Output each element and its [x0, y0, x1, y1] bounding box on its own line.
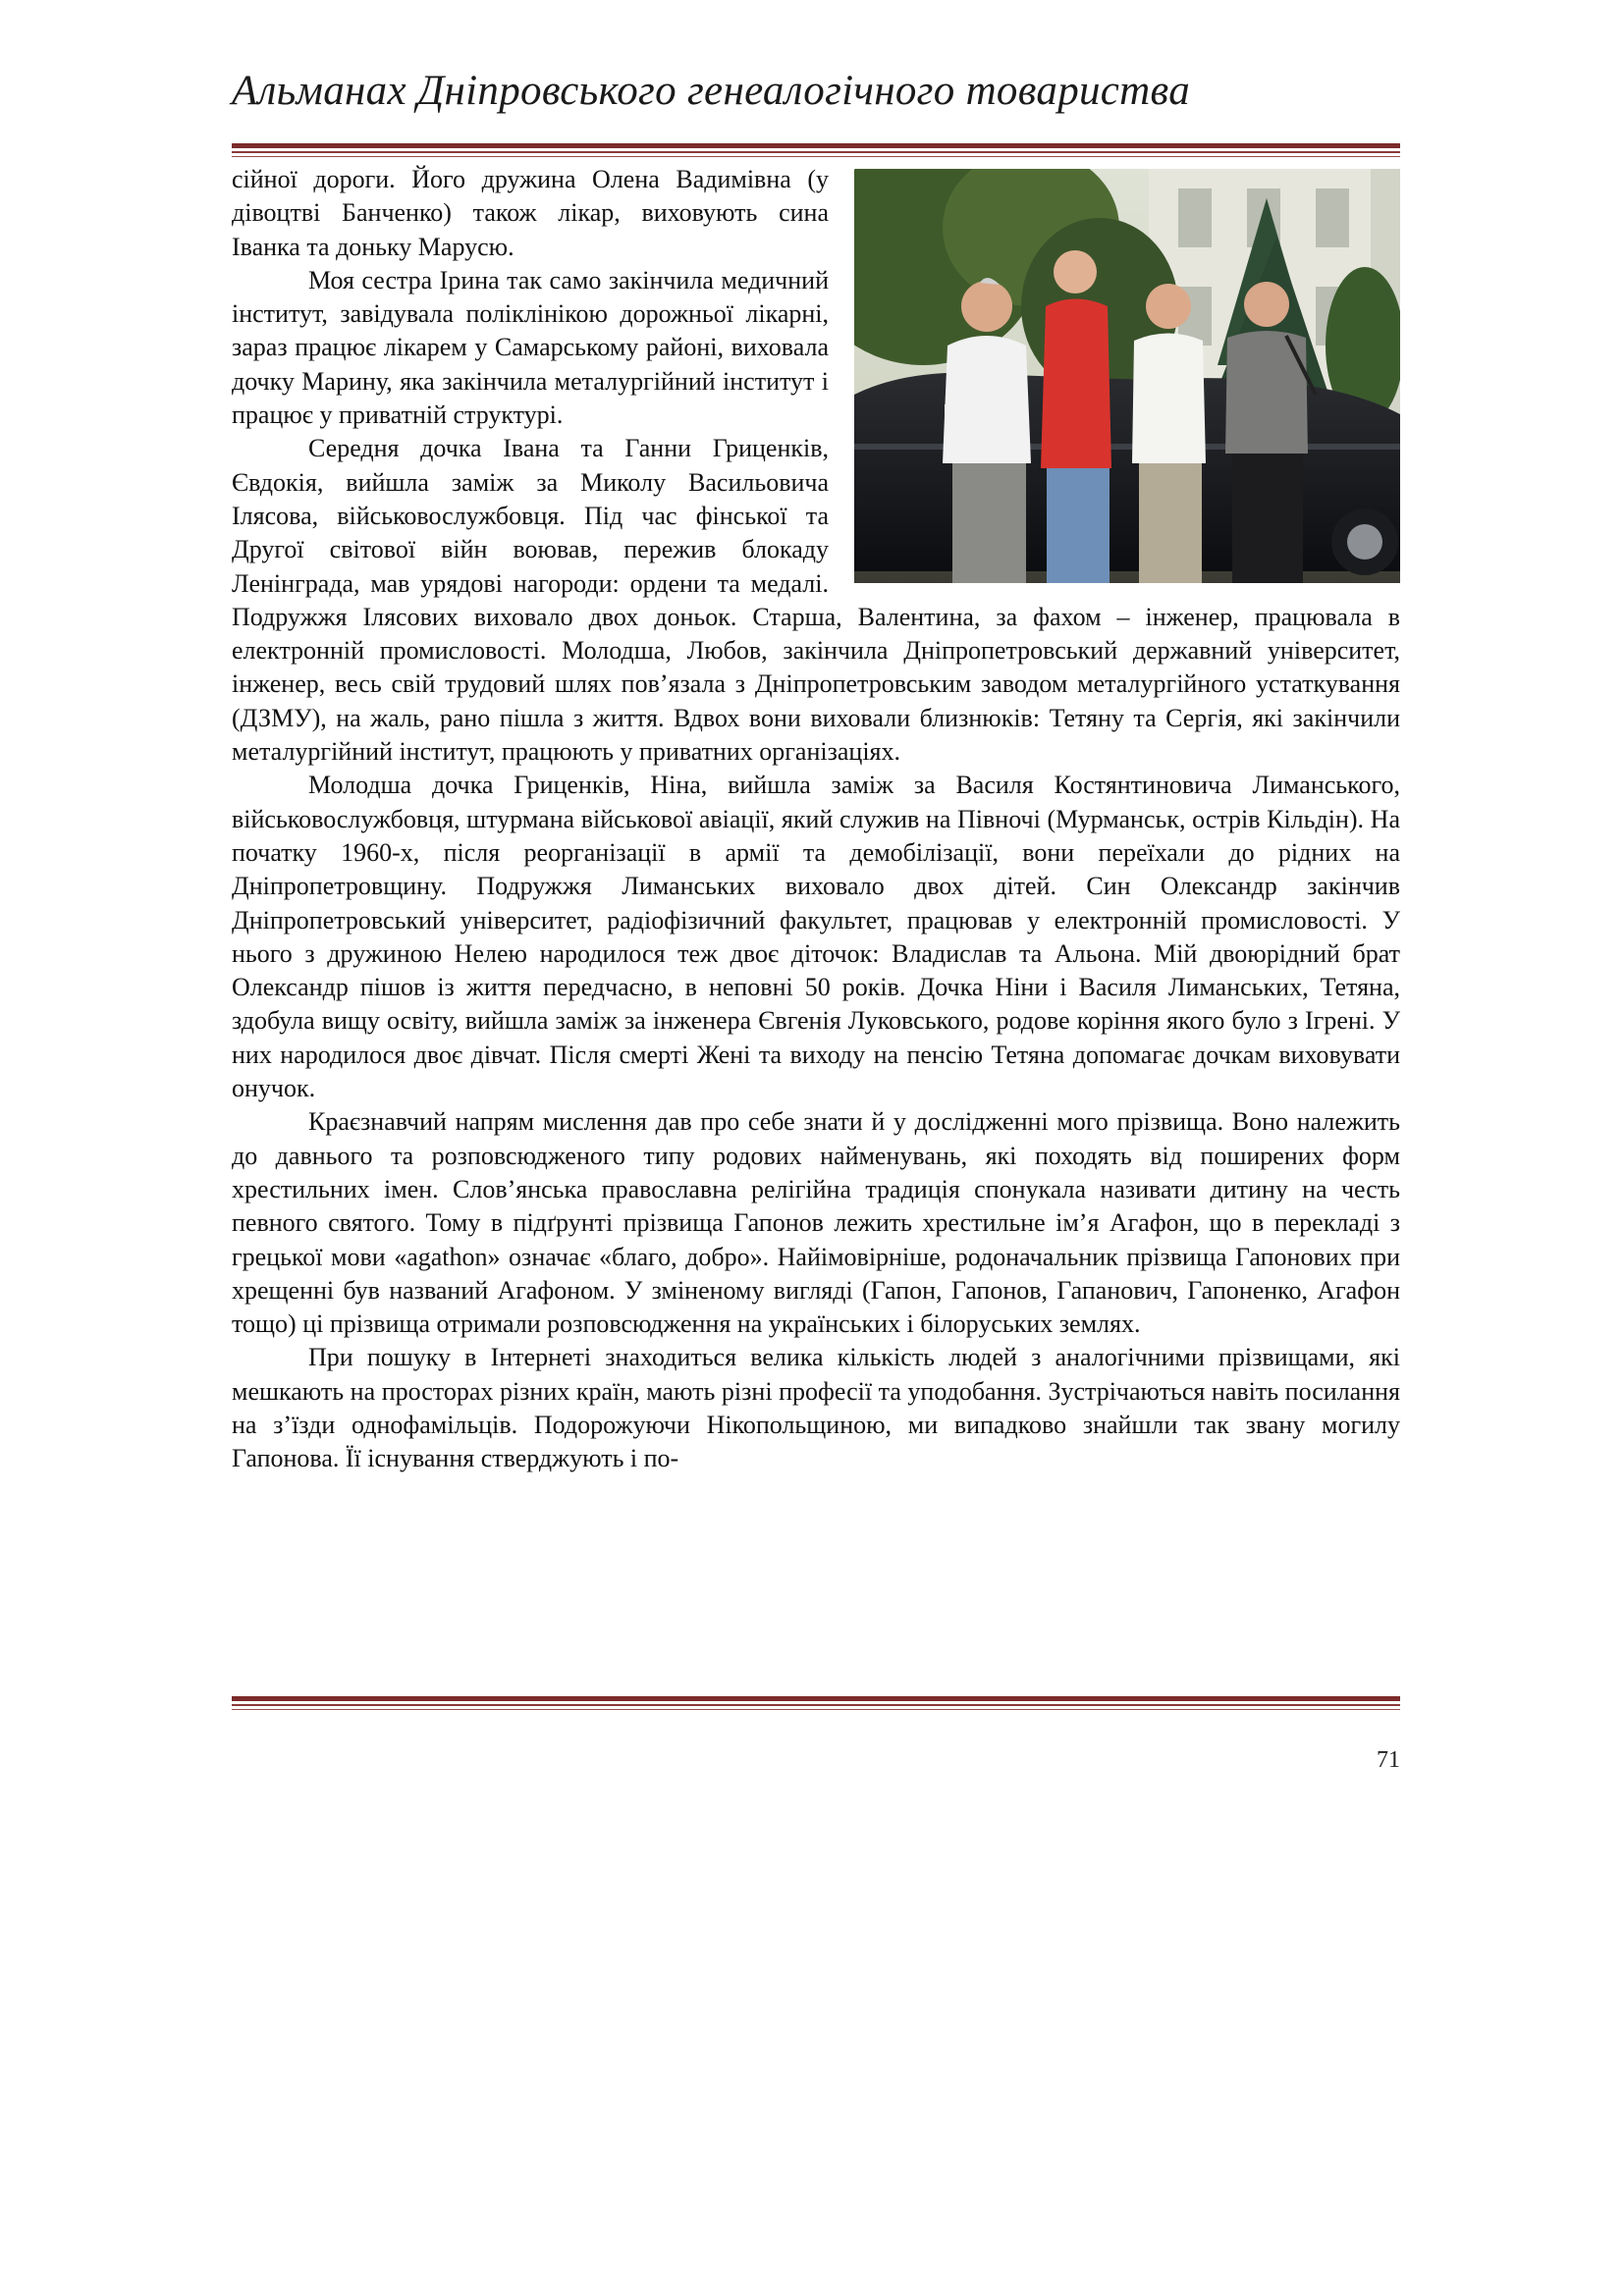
paragraph: Моя сестра Ірина так само закінчила медичний інститут, завідувала поліклінікою дорожньої лікарні, зараз працює лікарем у Самарському районі, виховала дочку Марину, яка закінчила металургійний інститут і працює у приватній структурі. — [232, 265, 829, 430]
header-rule — [232, 143, 1400, 157]
footer-rule — [232, 1696, 1400, 1710]
paragraph: Краєзнавчий напрям мислення дав про себе знати й у дослідженні мого прізвища. Воно належить до давнього та розповсюдженого типу родових найменувань, які походять від поширених форм хрестильних імен. Слов’янська православна релігійна традиція спонукала називати дитину на честь певного святого. Тому в підґрунті прізвища Гапонов лежить хрестильне ім’я Агафон, що в перекладі з грецької мови «agathon» означає «благо, добро». Найімовірніше, родоначальник прізвища Гапонових при хрещенні був названий Агафоном. У зміненому вигляді (Гапон, Гапонов, Гапанович, Гапоненко, Агафон тощо) ці прізвища отримали розповсюдження на українських і білоруських землях. — [232, 1107, 1400, 1339]
family-photo — [854, 169, 1400, 583]
paragraph: Середня дочка Івана та Ганни Гриценків, Євдокія, вийшла заміж за Миколу Васильовича Ілясова, військовослужбовця. Під час фінської та Другої світової війн воював, пережив блокаду Ленінграда, мав урядові нагороди: ордени та медалі. Подружжя Ілясових виховало двох доньок. Старша, Валентина, за фахом – інженер, працювала в електронній промисловості. Молодша, Любов, закінчила Дніпропетровський державний університет, інженер, весь свій трудовий шлях пов’язала з Дніпропетровським заводом металургійного устаткування (ДЗМУ), на жаль, рано пішла з життя. Вдвох вони виховали близнюків: Тетяну та Сергія, які закінчили металургійний інститут, працюють у приватних організаціях. — [232, 434, 1400, 767]
running-header-title: Альманах Дніпровського генеалогічного товариства — [232, 68, 1190, 114]
paragraph: Молодша дочка Гриценків, Ніна, вийшла заміж за Василя Костянтиновича Лиманського, військовослужбовця, штурмана військової авіації, який служив на Півночі (Мурманськ, острів Кільдін). На початку 1960-х, після реорганізації в армії та демобілізації, вони переїхали до рідних на Дніпропетровщину. Подружжя Лиманських виховало двох дітей. Син Олександр закінчив Дніпропетровський університет, радіофізичний факультет, працював у електронній промисловості. У нього з дружиною Нелею народилося теж двоє діточок: Владислав та Альона. Мій двоюрідний брат Олександр пішов із життя передчасно, в неповні 50 років. Дочка Ніни і Василя Лиманських, Тетяна, здобула вищу освіту, вийшла заміж за інженера Євгенія Луковського, родове коріння якого було з Ігрені. У них народилося двоє дівчат. Після смерті Жені та виходу на пенсію Тетяна допомагає дочкам виховувати онучок. — [232, 771, 1400, 1103]
paragraph: сійної дороги. Його дружина Олена Вадимівна (у дівоцтві Банченко) також лікар, виховують сина Іванка та доньку Марусю. — [232, 165, 829, 261]
page-number: 71 — [1377, 1747, 1400, 1773]
article-body — [232, 163, 1400, 1476]
family-photo-frame — [854, 169, 1400, 583]
paragraph: При пошуку в Інтернеті знаходиться велика кількість людей з аналогічними прізвищами, які мешкають на просторах різних країн, мають різні професії та уподобання. Зустрічаються навіть посилання на з’їзди однофамільців. Подорожуючи Нікопольщиною, ми випадково знайшли так звану могилу Гапонова. Її існування стверджують і по- — [232, 1343, 1400, 1473]
